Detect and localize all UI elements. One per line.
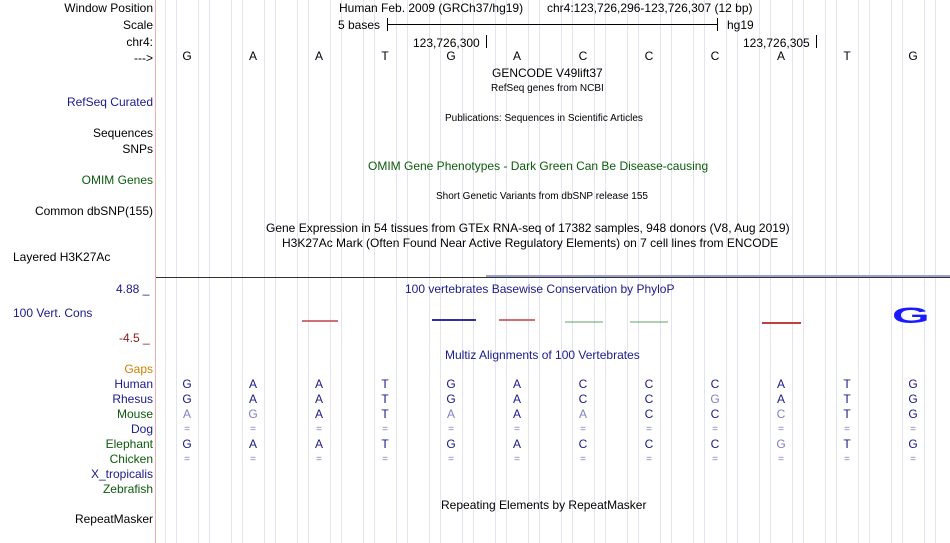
alignment-base: =	[646, 424, 652, 435]
grid-line	[198, 0, 199, 543]
species-label-human[interactable]: Human	[114, 377, 153, 391]
alignment-base: =	[514, 454, 520, 465]
image-left-border	[155, 0, 156, 543]
alignment-base: =	[778, 424, 784, 435]
alignment-base: G	[446, 377, 456, 391]
alignment-base: A	[578, 407, 587, 421]
label-omim-genes[interactable]: OMIM Genes	[81, 173, 153, 187]
alignment-base: C	[710, 407, 720, 421]
multiz-title: Multiz Alignments of 100 Vertebrates	[445, 348, 640, 362]
grid-line	[924, 0, 925, 543]
grid-line	[209, 0, 210, 543]
grid-line	[330, 0, 331, 543]
grid-line	[165, 0, 166, 543]
alignment-base: G	[248, 407, 258, 421]
alignment-base: T	[381, 392, 389, 406]
grid-line	[341, 0, 342, 543]
alignment-base: A	[314, 437, 323, 451]
species-label-mouse[interactable]: Mouse	[116, 407, 153, 421]
label-scale[interactable]: Scale	[122, 18, 153, 32]
phylop-logo-letter: G	[892, 303, 930, 328]
alignment-base: G	[182, 437, 192, 451]
omim-title: OMIM Gene Phenotypes - Dark Green Can Be Disease-causing	[368, 159, 709, 173]
alignment-base: C	[578, 392, 588, 406]
grid-line	[275, 0, 276, 543]
grid-line	[792, 0, 793, 543]
h3k27ac-title: H3K27Ac Mark (Often Found Near Active Regulatory Elements) on 7 cell lines from ENCODE	[282, 236, 779, 250]
alignment-base: A	[512, 437, 521, 451]
alignment-base: T	[381, 437, 389, 451]
grid-line	[935, 0, 936, 543]
alignment-base: T	[843, 437, 851, 451]
alignment-base: G	[710, 392, 720, 406]
alignment-base: T	[843, 407, 851, 421]
alignment-base: C	[644, 392, 654, 406]
alignment-base: T	[381, 407, 389, 421]
dbsnp-title: Short Genetic Variants from dbSNP release 155	[436, 191, 648, 202]
alignment-base: =	[184, 454, 190, 465]
grid-line	[407, 0, 408, 543]
coord-right: 123,726,305	[743, 36, 810, 50]
alignment-base: =	[580, 454, 586, 465]
base-letter: G	[908, 49, 918, 63]
label-sequences[interactable]: Sequences	[92, 126, 153, 140]
grid-line	[759, 0, 760, 543]
grid-line	[627, 0, 628, 543]
alignment-base: =	[514, 424, 520, 435]
alignment-base: G	[446, 437, 456, 451]
label-layered-h3k27ac[interactable]: Layered H3K27Ac	[13, 250, 111, 264]
label-strand[interactable]: --->	[134, 51, 153, 65]
species-label-dog[interactable]: Dog	[130, 422, 153, 436]
grid-line	[264, 0, 265, 543]
alignment-base: A	[776, 392, 785, 406]
grid-line	[891, 0, 892, 543]
alignment-base: A	[512, 407, 521, 421]
scale-bar-line	[387, 24, 718, 25]
species-label-chicken[interactable]: Chicken	[109, 452, 153, 466]
alignment-base: =	[448, 424, 454, 435]
label-cons-min: -4.5 _	[119, 331, 150, 345]
base-letter: A	[776, 49, 785, 63]
alignment-base: A	[446, 407, 455, 421]
species-label-zebrafish[interactable]: Zebrafish	[102, 482, 153, 496]
alignment-base: =	[844, 454, 850, 465]
scale-text: 5 bases	[338, 18, 381, 32]
alignment-base: T	[843, 377, 851, 391]
label-refseq-curated[interactable]: RefSeq Curated	[66, 95, 153, 109]
base-letter: A	[248, 49, 257, 63]
alignment-base: A	[248, 437, 257, 451]
coord-right-tick	[816, 35, 817, 48]
alignment-base: A	[776, 377, 785, 391]
grid-line	[297, 0, 298, 543]
alignment-base: A	[314, 407, 323, 421]
alignment-base: =	[316, 454, 322, 465]
label-repeatmasker[interactable]: RepeatMasker	[74, 512, 153, 526]
alignment-base: =	[250, 454, 256, 465]
refseq-title: RefSeq genes from NCBI	[491, 83, 604, 94]
h3k27ac-baseline	[156, 277, 950, 278]
alignment-base: =	[184, 424, 190, 435]
alignment-base: C	[578, 377, 588, 391]
alignment-base: A	[512, 392, 521, 406]
alignment-base: G	[908, 407, 918, 421]
alignment-base: A	[182, 407, 191, 421]
grid-line	[858, 0, 859, 543]
grid-line	[726, 0, 727, 543]
alignment-base: G	[776, 437, 786, 451]
base-letter: A	[512, 49, 521, 63]
label-snps[interactable]: SNPs	[122, 142, 153, 156]
grid-line	[869, 0, 870, 543]
h3k27ac-signal	[486, 275, 950, 277]
base-letter: A	[314, 49, 323, 63]
grid-line	[803, 0, 804, 543]
base-letter: T	[843, 49, 851, 63]
grid-line	[363, 0, 364, 543]
alignment-base: A	[248, 377, 257, 391]
base-letter: G	[182, 49, 192, 63]
alignment-base: =	[448, 454, 454, 465]
coord-left: 123,726,300	[413, 36, 480, 50]
label-100-vert-cons[interactable]: 100 Vert. Cons	[13, 306, 93, 320]
grid-line	[693, 0, 694, 543]
grid-line	[605, 0, 606, 543]
label-common-dbsnp[interactable]: Common dbSNP(155)	[34, 204, 153, 218]
label-gaps[interactable]: Gaps	[124, 362, 153, 376]
species-label-elephant[interactable]: Elephant	[105, 437, 153, 451]
alignment-base: =	[646, 454, 652, 465]
grid-line	[737, 0, 738, 543]
alignment-base: C	[776, 407, 786, 421]
scale-db: hg19	[727, 18, 754, 32]
grid-line	[462, 0, 463, 543]
alignment-base: C	[644, 407, 654, 421]
species-label-rhesus[interactable]: Rhesus	[112, 392, 153, 406]
base-letter: G	[446, 49, 456, 63]
alignment-base: =	[910, 424, 916, 435]
alignment-base: =	[844, 424, 850, 435]
alignment-base: A	[314, 392, 323, 406]
alignment-base: =	[910, 454, 916, 465]
alignment-base: C	[710, 437, 720, 451]
alignment-base: G	[908, 437, 918, 451]
scale-bar-right-tick	[717, 18, 718, 31]
alignment-base: C	[710, 377, 720, 391]
phylop-signal	[156, 300, 950, 330]
alignment-base: =	[712, 454, 718, 465]
alignment-base: =	[382, 424, 388, 435]
phylop-title: 100 vertebrates Basewise Conservation by PhyloP	[405, 282, 675, 296]
species-label-x_tropicalis[interactable]: X_tropicalis	[90, 467, 153, 481]
alignment-base: =	[778, 454, 784, 465]
alignment-base: A	[512, 377, 521, 391]
alignment-base: A	[248, 392, 257, 406]
grid-line	[825, 0, 826, 543]
alignment-base: A	[314, 377, 323, 391]
grid-line	[671, 0, 672, 543]
base-letter: C	[644, 49, 654, 63]
alignment-base: G	[908, 377, 918, 391]
alignment-base: C	[644, 377, 654, 391]
position-text: chr4:123,726,296-123,726,307 (12 bp)	[547, 1, 753, 15]
alignment-base: T	[843, 392, 851, 406]
alignment-base: C	[644, 437, 654, 451]
label-chr[interactable]: chr4:	[126, 35, 153, 49]
repeatmasker-title: Repeating Elements by RepeatMasker	[441, 498, 647, 512]
coord-left-tick	[486, 35, 487, 48]
gtex-title: Gene Expression in 54 tissues from GTEx RNA-seq of 17382 samples, 948 donors (V8, Aug 2019)	[266, 221, 790, 235]
base-letter: T	[381, 49, 389, 63]
grid-line	[660, 0, 661, 543]
alignment-base: =	[580, 424, 586, 435]
grid-line	[396, 0, 397, 543]
grid-line	[473, 0, 474, 543]
alignment-base: =	[382, 454, 388, 465]
assembly-text: Human Feb. 2009 (GRCh37/hg19)	[339, 1, 524, 15]
label-window-position[interactable]: Window Position	[64, 1, 153, 15]
alignment-base: G	[182, 392, 192, 406]
alignment-base: =	[250, 424, 256, 435]
alignment-base: C	[578, 437, 588, 451]
alignment-base: G	[446, 392, 456, 406]
grid-line	[429, 0, 430, 543]
base-letter: C	[578, 49, 588, 63]
base-letter: C	[710, 49, 720, 63]
alignment-base: =	[316, 424, 322, 435]
label-cons-max: 4.88 _	[116, 282, 150, 296]
gencode-title: GENCODE V49lift37	[492, 66, 603, 80]
alignment-base: G	[182, 377, 192, 391]
alignment-base: =	[712, 424, 718, 435]
alignment-base: G	[908, 392, 918, 406]
grid-line	[231, 0, 232, 543]
alignment-base: T	[381, 377, 389, 391]
publications-title: Publications: Sequences in Scientific Articles	[445, 113, 643, 124]
